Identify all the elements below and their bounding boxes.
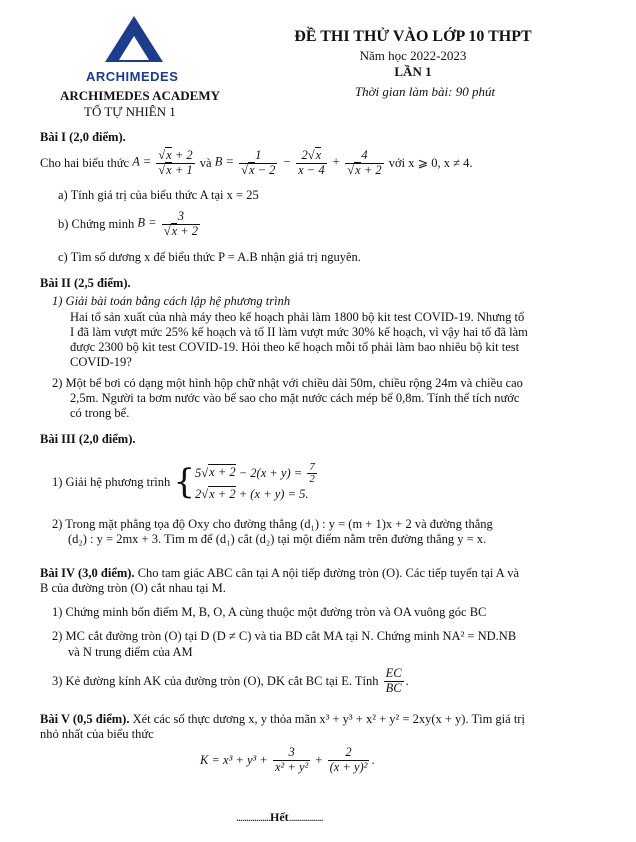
text-line: (d₂) : y = 2mx + 3. Tìm m để (d₁) cắt (d₂) tại một điểm nằm trên đường thẳng y = x. <box>68 532 487 546</box>
archimedes-logo-icon <box>103 14 165 64</box>
bai3-q2 <box>52 517 493 547</box>
section-title-1: Bài I (2,0 điểm). <box>40 130 126 144</box>
text-line: I đã làm vượt mức 25% kế hoạch và tổ II làm vượt mức 30% kế hoạch, vì vậy hai tổ đã làm <box>70 325 528 339</box>
expr-k: K = x³ + y³ + $\frac{3}{\text{x² + y²}}$ + $\frac{2}{\text{(x + y)²}}$ . <box>200 745 375 774</box>
bai5-intro <box>40 712 525 742</box>
bai1-intro-text: Cho hai biểu thức <box>40 155 130 170</box>
bai4-q3-text: 3) Kẻ đường kính AK của đường tròn (O), DK cắt BC tại E. Tính <box>52 673 379 688</box>
attempt-number: LẦN 1 <box>394 64 432 79</box>
k-frac-2: $\frac{2}{\text{(x + y)²}}$ <box>329 745 368 774</box>
text-line: Hai tổ sản xuất của nhà máy theo kế hoạch phải làm 1800 bộ kit test COVID-19. Nhưng tổ <box>70 310 525 324</box>
end-word: Hết <box>270 810 289 824</box>
text-line: và N trung điểm của AM <box>68 645 193 659</box>
bai1-part-b-text: b) Chứng minh <box>58 216 135 231</box>
text-line: 2) MC cắt đường tròn (O) tại D (D ≠ C) và tia BD cắt MA tại N. Chứng minh NA² = ND.NB <box>52 629 517 643</box>
bai3-q1 <box>52 454 319 510</box>
section-title-2: Bài II (2,5 điểm). <box>40 276 131 290</box>
ratio-ec-bc: $\frac{EC}{BC}$ <box>385 666 402 695</box>
text-line: có trong bể. <box>70 406 130 420</box>
bai4-q1: 1) Chứng minh bốn điểm M, B, O, A cùng thuộc một đường tròn và OA vuông góc BC <box>52 605 487 619</box>
bai1-part-a: a) Tính giá trị của biểu thức A tại x = 25 <box>58 188 259 202</box>
logo-text: ARCHIMEDES <box>86 69 179 84</box>
system-brace: { <box>173 462 195 502</box>
end-marker: .................Hết................. <box>236 810 323 824</box>
section-title-5: Bài V (0,5 điểm). <box>40 712 130 726</box>
bai5-intro-line1: Xét các số thực dương x, y thỏa mãn x³ + y³ + x² + y² = 2xy(x + y). Tìm giá trị <box>129 712 525 726</box>
text-line: 2) Trong mặt phẳng tọa độ Oxy cho đường thẳng (d₁) : y = (m + 1)x + 2 và đường thẳng <box>52 517 493 531</box>
dept-name: TỔ TỰ NHIÊN 1 <box>84 104 176 119</box>
bai4-intro-line1: Cho tam giác ABC cân tại A nội tiếp đường tròn (O). Các tiếp tuyến tại A và <box>134 566 520 580</box>
section-title-4: Bài IV (3,0 điểm). <box>40 566 135 580</box>
duration: Thời gian làm bài: 90 phút <box>354 84 496 99</box>
section-title-3: Bài III (2,0 điểm). <box>40 432 136 446</box>
bai4-q2 <box>52 628 516 660</box>
text-line: 2,5m. Người ta bơm nước vào bể sao cho mặt nước cách mép bể 0,8m. Tính thể tích nước <box>70 391 520 405</box>
k-prefix: K = x³ + y³ + <box>200 752 268 767</box>
school-year: Năm học 2022-2023 <box>359 48 467 63</box>
org-name: ARCHIMEDES ACADEMY <box>60 88 220 103</box>
bai2-q1-title: 1) Giải bài toán bằng cách lập hệ phương trình <box>52 294 291 308</box>
expr-b-target: B = $\frac{3}{√x + 2}$ <box>137 209 199 238</box>
bai1-part-c: c) Tìm số dương x để biểu thức P = A.B nhận giá trị nguyên. <box>58 250 361 264</box>
eq2-tail: + (x + y) = 5. <box>238 486 309 501</box>
bai1-intro <box>40 146 472 180</box>
bai4-intro-line2: B của đường tròn (O) cắt nhau tại M. <box>40 581 226 595</box>
bai4-q3: 3) Kẻ đường kính AK của đường tròn (O), DK cắt BC tại E. Tính $\frac{EC}{BC}$ . <box>52 666 409 695</box>
eq1-tail: − 2(x + y) = <box>238 465 303 480</box>
bai2-q1-body <box>70 310 528 370</box>
bai2-q2-body <box>52 376 523 421</box>
exam-title: ĐỀ THI THỬ VÀO LỚP 10 THPT <box>294 28 532 45</box>
text-line: được 2300 bộ kit test COVID-19. Hỏi theo kế hoạch mỗi tổ phải làm bao nhiêu bộ kit test <box>70 340 520 354</box>
and-word: và <box>199 155 212 170</box>
k-frac-1: $\frac{3}{\text{x² + y²}}$ <box>274 745 309 774</box>
bai4-intro <box>40 566 519 596</box>
bai5-intro-line2: nhỏ nhất của biểu thức <box>40 727 154 741</box>
expr-a: A = $\frac{√x + 2}{√x + 1}$ <box>132 148 193 177</box>
condition: với x ⩾ 0, x ≠ 4. <box>388 156 473 170</box>
bai3-q1-text: 1) Giải hệ phương trình <box>52 474 171 489</box>
expr-b: B = $\frac{1}{√x - 2}$ − $\frac{2√x}{x - 4}$ + $\frac{4}{√x + 2}$ <box>214 148 382 177</box>
bai1-part-b <box>58 207 202 241</box>
text-line: COVID-19? <box>70 355 132 369</box>
text-line: 2) Một bể bơi có dạng một hình hộp chữ nhật với chiều dài 50m, chiều rộng 24m và chiều cao <box>52 376 523 390</box>
equation-system: 5√x + 2 − 2(x + y) = $\frac{7}{2}$ 2√x + 2 + (x + y) = 5. <box>195 460 315 501</box>
